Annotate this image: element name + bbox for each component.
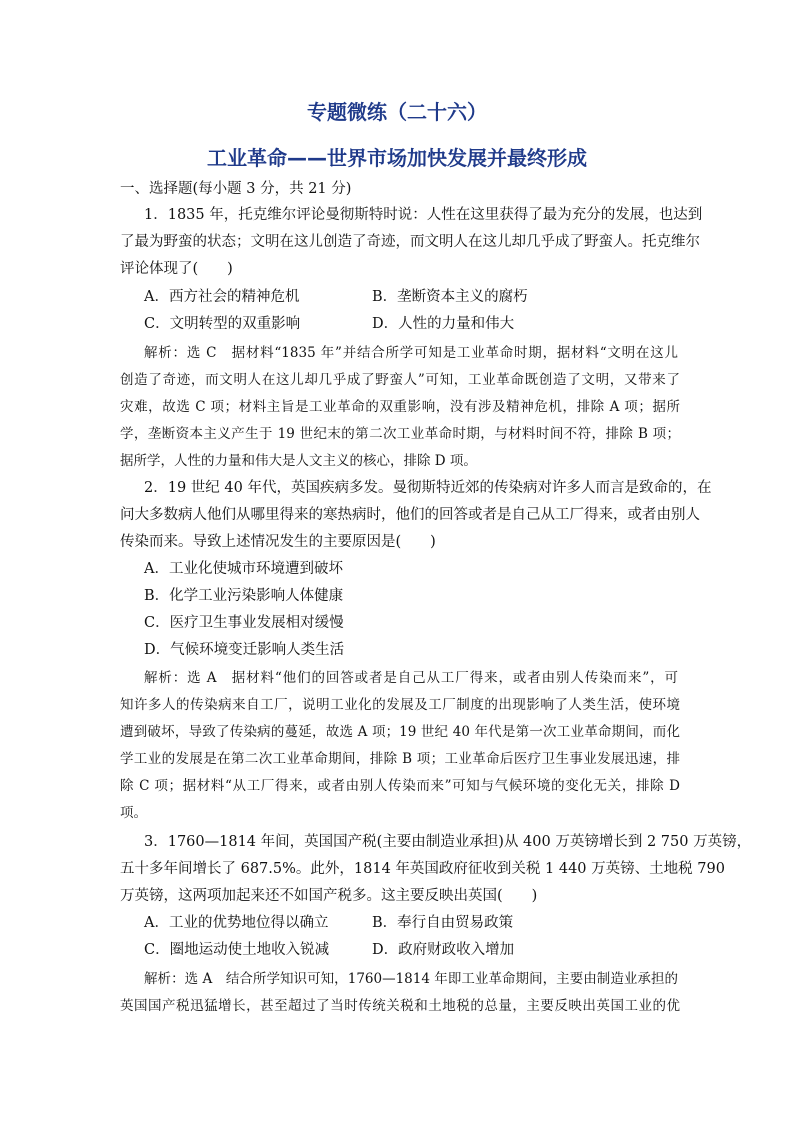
q2-option-b: B．化学工业污染影响人体健康 (144, 588, 344, 604)
q1-analysis-line-5: 据所学，人性的力量和伟大是人文主义的核心，排除 D 项。 (120, 453, 477, 469)
q2-analysis-line-4: 学工业的发展是在第二次工业革命期间，排除 B 项；工业革命后医疗卫生事业发展迅速，排 (120, 751, 680, 767)
q1-option-a: A．西方社会的精神危机 (144, 289, 300, 305)
q3-stem-line-3: 万英镑，这两项加起来还不如国产税多。这主要反映出英国( ) (120, 888, 538, 904)
q3-option-a: A．工业的优势地位得以确立 (144, 915, 329, 931)
q2-analysis-line-1: 解析：选 A 据材料“他们的回答或者是自己从工厂得来，或者由别人传染而来”，可 (144, 670, 678, 686)
q1-stem-line-3: 评论体现了( ) (120, 261, 233, 277)
q1-option-d: D．人性的力量和伟大 (372, 316, 515, 332)
q1-stem-line-1: 1．1835 年，托克维尔评论曼彻斯特时说：人性在这里获得了最为充分的发展，也达到 (144, 207, 703, 223)
q1-analysis-line-2: 创造了奇迹，而文明人在这儿却几乎成了野蛮人”可知，工业革命既创造了文明，又带来了 (120, 372, 680, 388)
q3-option-d: D．政府财政收入增加 (372, 942, 515, 958)
q2-option-c: C．医疗卫生事业发展相对缓慢 (144, 615, 344, 631)
q3-stem-line-2: 五十多年间增长了 687.5%。此外，1814 年英国政府征收到关税 1 440 万英镑、土地税 790 (120, 861, 725, 877)
page-title: 专题微练（二十六） (307, 100, 487, 124)
q3-analysis-line-2: 英国国产税迅猛增长，甚至超过了当时传统关税和土地税的总量，主要反映出英国工业的优 (120, 998, 680, 1014)
q3-option-b: B．奉行自由贸易政策 (372, 915, 514, 931)
q1-analysis-line-3: 灾难，故选 C 项；材料主旨是工业革命的双重影响，没有涉及精神危机，排除 A 项；据所 (120, 399, 680, 415)
q2-analysis-line-2: 知许多人的传染病来自工厂，说明工业化的发展及工厂制度的出现影响了人类生活，使环境 (120, 697, 680, 713)
q1-analysis-line-4: 学，垄断资本主义产生于 19 世纪末的第二次工业革命时期，与材料时间不符，排除 B 项； (120, 426, 680, 442)
q2-option-a: A．工业化使城市环境遭到破坏 (144, 561, 343, 577)
q3-stem-line-1: 3．1760—1814 年间，英国国产税(主要由制造业承担)从 400 万英镑增长到 2 750 万英镑， (144, 834, 752, 850)
q2-option-d: D．气候环境变迁影响人类生活 (144, 642, 345, 658)
q2-analysis-line-3: 遭到破坏，导致了传染病的蔓延，故选 A 项；19 世纪 40 年代是第一次工业革命期间，而化 (120, 724, 680, 740)
q2-stem-line-1: 2．19 世纪 40 年代，英国疾病多发。曼彻斯特近郊的传染病对许多人而言是致命的，在 (144, 480, 712, 496)
section-heading: 一、选择题(每小题 3 分，共 21 分) (120, 181, 352, 197)
q3-analysis-line-1: 解析：选 A 结合所学知识可知，1760—1814 年即工业革命期间，主要由制造业承担的 (144, 971, 678, 987)
page-subtitle: 工业革命——世界市场加快发展并最终形成 (207, 146, 587, 170)
q2-analysis-line-6: 项。 (120, 805, 147, 821)
q3-option-c: C．圈地运动使土地收入锐减 (144, 942, 330, 958)
q1-stem-line-2: 了最为野蛮的状态；文明在这儿创造了奇迹，而文明人在这儿却几乎成了野蛮人。托克维尔 (120, 234, 700, 250)
q2-stem-line-3: 传染而来。导致上述情况发生的主要原因是( ) (120, 534, 436, 550)
q2-stem-line-2: 问大多数病人他们从哪里得来的寒热病时，他们的回答或者是自己从工厂得来，或者由别人 (120, 507, 700, 523)
q1-option-b: B．垄断资本主义的腐朽 (372, 289, 528, 305)
q1-option-c: C．文明转型的双重影响 (144, 316, 301, 332)
q1-analysis-line-1: 解析：选 C 据材料“1835 年”并结合所学可知是工业革命时期，据材料“文明在这儿 (144, 345, 678, 361)
q2-analysis-line-5: 除 C 项；据材料“从工厂得来，或者由别人传染而来”可知与气候环境的变化无关，排除 D (120, 778, 680, 794)
